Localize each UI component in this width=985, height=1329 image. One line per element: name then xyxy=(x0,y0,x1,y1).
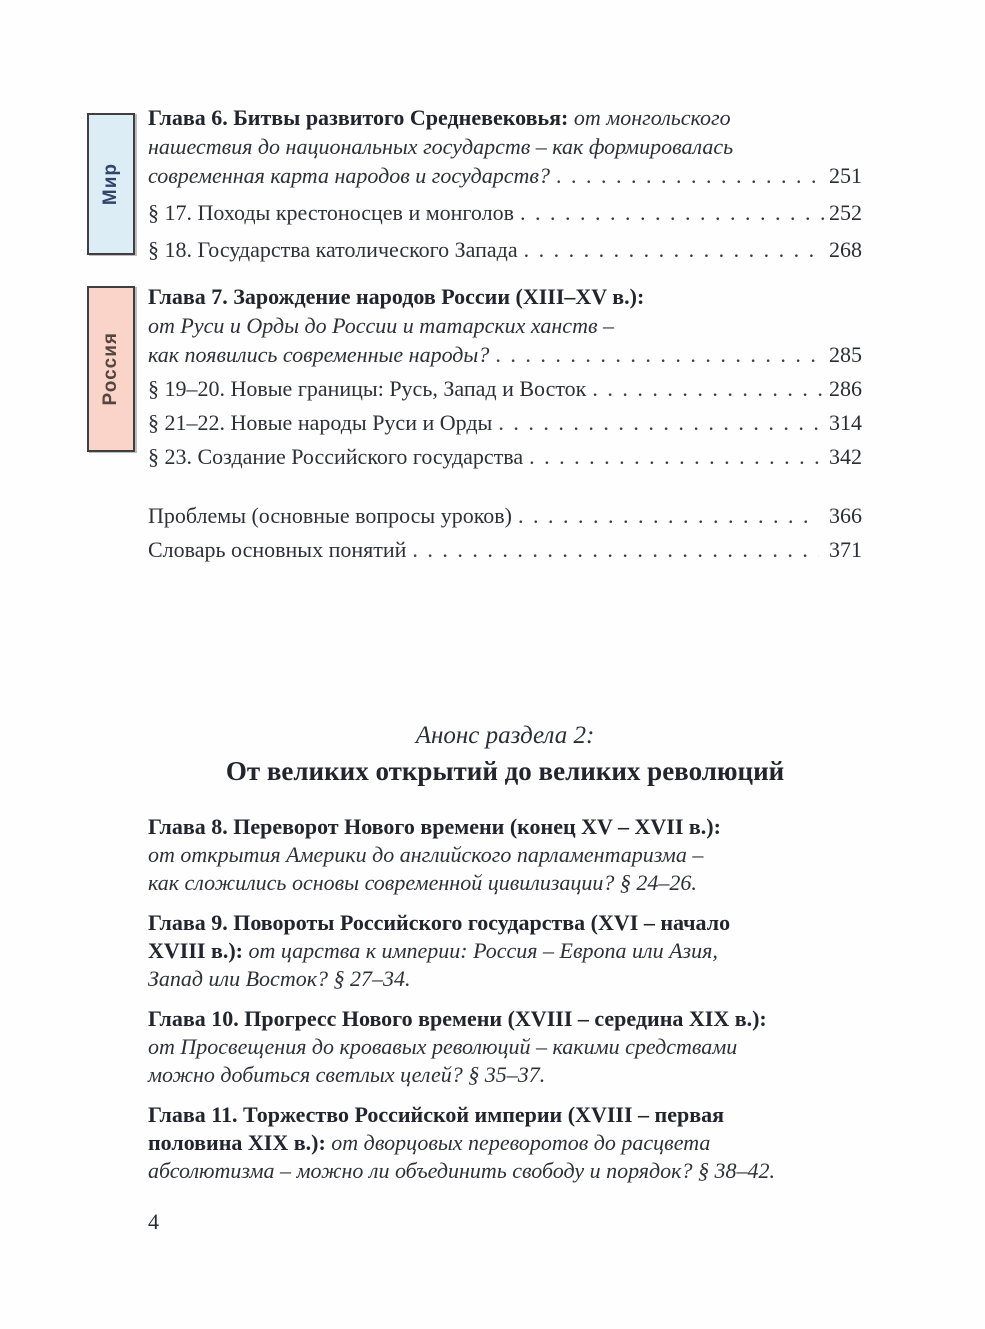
section2-announce-heading xyxy=(148,719,862,789)
chapter11-bold2: половина XIX в.): xyxy=(148,1130,326,1155)
chapter6-line2 xyxy=(148,132,862,161)
leader-dots xyxy=(520,198,825,227)
chapter6-line1 xyxy=(148,103,862,132)
toc-entry-page: 371 xyxy=(829,537,862,562)
leader-dots xyxy=(524,235,825,264)
chapter11-bold: Глава 11. Торжество Российской империи (XVIII – первая xyxy=(148,1102,724,1127)
chapter9-block xyxy=(148,909,862,993)
leader-dots xyxy=(529,442,825,471)
toc-entry-page: 252 xyxy=(829,200,862,225)
toc-entry-page: 366 xyxy=(829,503,862,528)
chapter7-page-number: 285 xyxy=(829,342,862,367)
leader-dots xyxy=(412,535,819,564)
chapter6-heading xyxy=(148,103,862,190)
chapter11-block xyxy=(148,1101,862,1185)
chapter8-italic2: как сложились основы современной цивилизации? § 24–26. xyxy=(148,870,697,895)
chapter10-block xyxy=(148,1005,862,1089)
chapter10-italic2: можно добиться светлых целей? § 35–37. xyxy=(148,1062,546,1087)
russia-tab-label: Россия xyxy=(100,332,121,406)
chapter10-bold: Глава 10. Прогресс Нового времени (XVIII – середина XIX в.): xyxy=(148,1006,767,1031)
chapter9-italic2: Запад или Восток? § 27–34. xyxy=(148,966,411,991)
toc-entry-glossary xyxy=(148,535,862,564)
toc-entry-19-20 xyxy=(148,374,862,403)
toc-entry-label: § 23. Создание Российского государства xyxy=(148,444,524,469)
chapter6-line3 xyxy=(148,161,862,190)
chapter7-heading xyxy=(148,282,862,369)
chapter7-line1 xyxy=(148,282,862,311)
chapter7-line3 xyxy=(148,340,862,369)
leader-dots xyxy=(556,161,825,190)
chapter6-subtitle-part2: нашествия до национальных государств – как формировалась xyxy=(148,134,734,159)
leader-dots xyxy=(498,408,825,437)
world-tab-label: Мир xyxy=(100,162,121,206)
chapter9-italic: от царства к империи: Россия – Европа или Азия, xyxy=(248,938,718,963)
toc-entry-label: § 19–20. Новые границы: Русь, Запад и Восток xyxy=(148,376,587,401)
world-section-tab xyxy=(87,113,135,255)
toc-entry-page: 268 xyxy=(829,237,862,262)
toc-entry-label: Словарь основных понятий xyxy=(148,537,407,562)
toc-entry-label: Проблемы (основные вопросы уроков) xyxy=(148,503,512,528)
misc-entries xyxy=(148,501,862,564)
announce-title: От великих открытий до великих революций xyxy=(225,756,785,786)
leader-dots xyxy=(592,374,825,403)
leader-dots xyxy=(518,501,819,530)
toc-entry-18 xyxy=(148,235,862,264)
announce-chapters xyxy=(148,813,862,1185)
chapter8-block xyxy=(148,813,862,897)
toc-entry-label: § 17. Походы крестоносцев и монголов xyxy=(148,200,514,225)
chapter11-italic2: абсолютизма – можно ли объединить свободу и порядок? § 38–42. xyxy=(148,1158,775,1183)
toc-entry-23 xyxy=(148,442,862,471)
russia-section-tab xyxy=(87,286,135,452)
toc-entry-17 xyxy=(148,198,862,227)
chapter7-line2 xyxy=(148,311,862,340)
toc-entry-page: 286 xyxy=(829,376,862,401)
chapter8-bold: Глава 8. Переворот Нового времени (конец XV – XVII в.): xyxy=(148,814,721,839)
toc-entry-page: 314 xyxy=(829,410,862,435)
chapter7-title-bold: Глава 7. Зарождение народов России (XIII–XV в.): xyxy=(148,284,645,309)
chapter9-bold2: XVIII в.): xyxy=(148,938,243,963)
toc-entry-label: § 21–22. Новые народы Руси и Орды xyxy=(148,410,493,435)
chapter10-italic: от Просвещения до кровавых революций – какими средствами xyxy=(148,1034,738,1059)
leader-dots xyxy=(495,340,825,369)
chapter6-title-bold: Глава 6. Битвы развитого Средневековья: xyxy=(148,105,569,130)
page-number: 4 xyxy=(148,1209,159,1234)
toc-entry-problems xyxy=(148,501,862,530)
announce-subtitle: Анонс раздела 2: xyxy=(415,722,595,749)
toc-entry-21-22 xyxy=(148,408,862,437)
chapter7-subtitle-part1: от Руси и Орды до России и татарских ханств – xyxy=(148,313,615,338)
toc-content xyxy=(148,0,862,1235)
chapter9-bold: Глава 9. Повороты Российского государства (XVI – начало xyxy=(148,910,731,935)
chapter6-subtitle-part1: от монгольского xyxy=(573,105,731,130)
toc-entry-label: § 18. Государства католического Запада xyxy=(148,237,518,262)
chapter8-italic: от открытия Америки до английского парламентаризма – xyxy=(148,842,704,867)
chapter6-page-number: 251 xyxy=(829,163,862,188)
chapter7-subtitle-part2: как появились современные народы? xyxy=(148,342,490,367)
toc-entry-page: 342 xyxy=(829,444,862,469)
chapter11-italic: от дворцовых переворотов до расцвета xyxy=(331,1130,711,1155)
chapter6-subtitle-part3: современная карта народов и государств? xyxy=(148,163,550,188)
